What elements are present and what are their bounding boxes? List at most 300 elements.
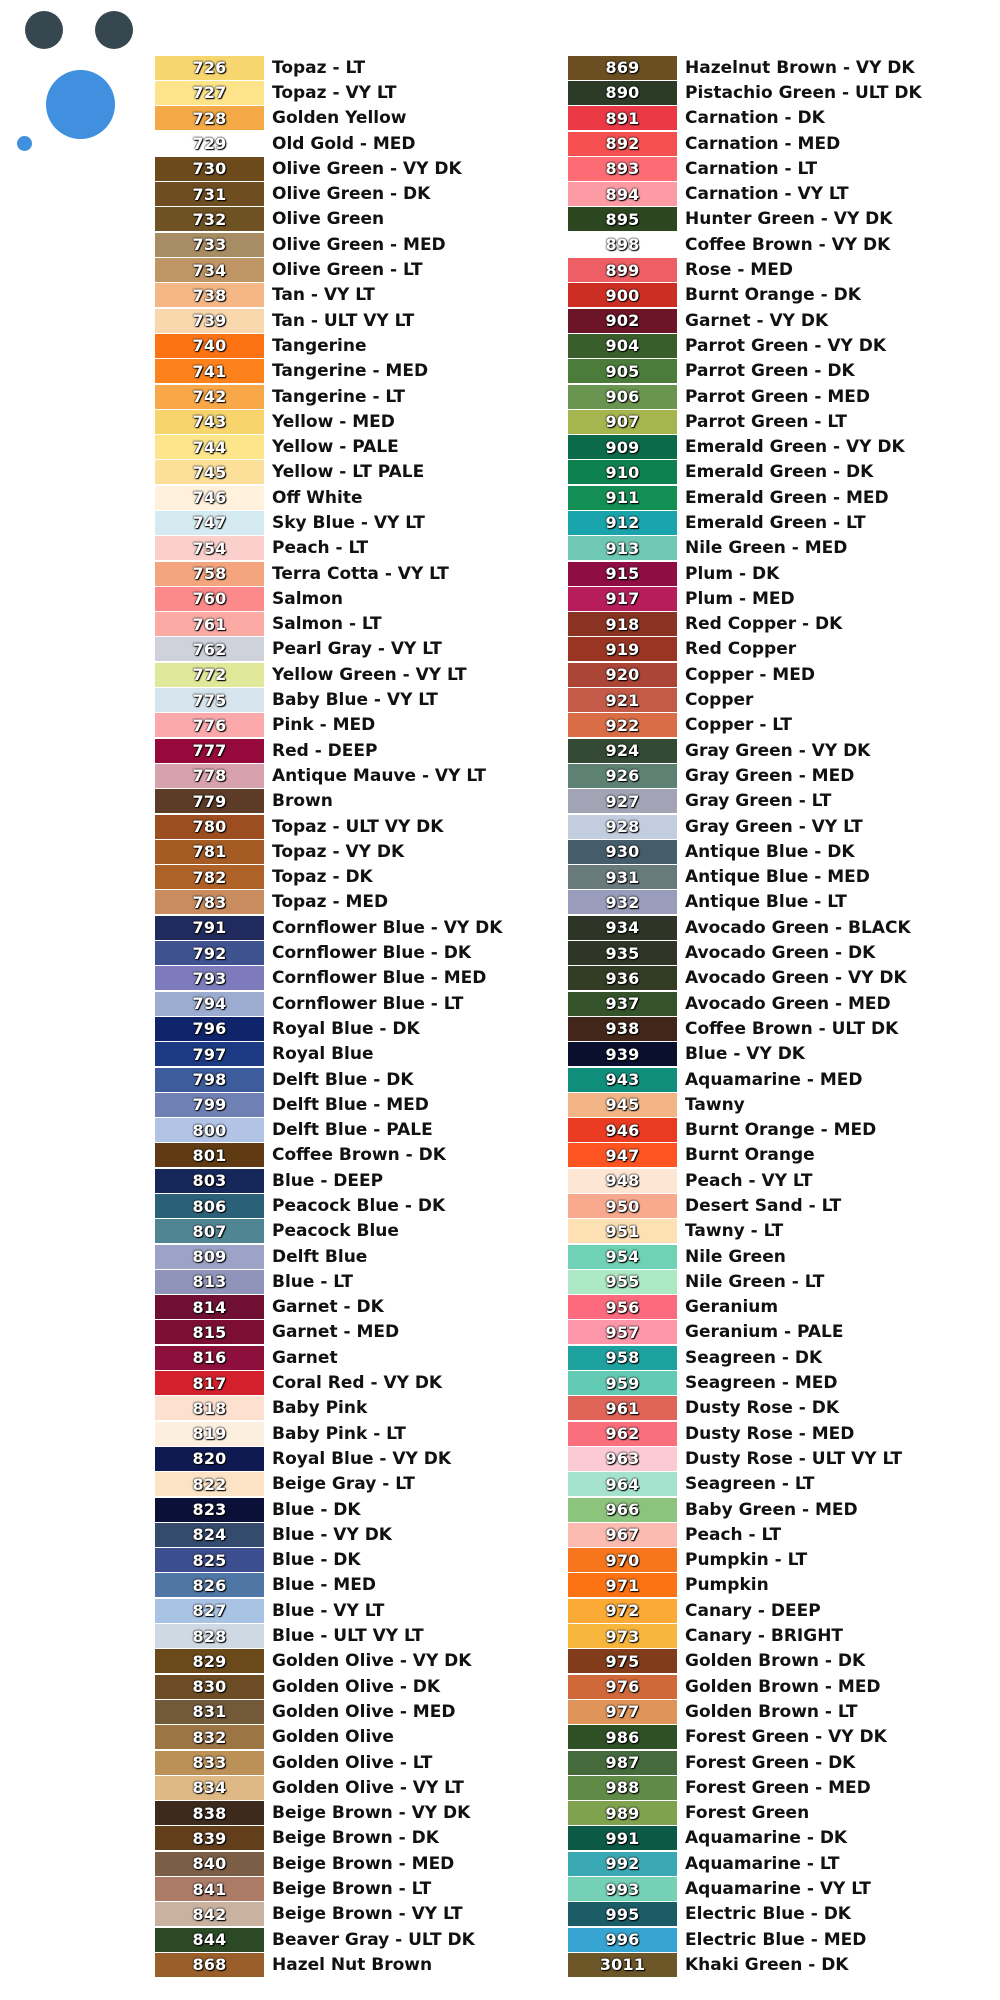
color-swatch: 917 bbox=[568, 587, 677, 611]
color-swatch: 955 bbox=[568, 1270, 677, 1294]
color-row-776 bbox=[155, 713, 502, 738]
color-name: Golden Brown - MED bbox=[685, 1676, 881, 1697]
color-row-988 bbox=[568, 1775, 922, 1800]
color-row-729 bbox=[155, 131, 502, 156]
color-row-762 bbox=[155, 637, 502, 662]
color-name: Seagreen - LT bbox=[685, 1474, 815, 1495]
color-row-824 bbox=[155, 1522, 502, 1547]
color-row-758 bbox=[155, 561, 502, 586]
color-name: Golden Olive - DK bbox=[272, 1676, 441, 1697]
color-name: Red Copper bbox=[685, 639, 797, 660]
color-name: Forest Green - DK bbox=[685, 1752, 856, 1773]
color-swatch: 796 bbox=[155, 1017, 264, 1041]
color-name: Blue - VY DK bbox=[685, 1044, 805, 1065]
color-row-746 bbox=[155, 485, 502, 510]
color-row-913 bbox=[568, 536, 922, 561]
color-swatch: 930 bbox=[568, 840, 677, 864]
color-swatch: 800 bbox=[155, 1118, 264, 1142]
color-row-937 bbox=[568, 991, 922, 1016]
color-name: Coral Red - VY DK bbox=[272, 1373, 443, 1394]
color-row-777 bbox=[155, 738, 502, 763]
color-swatch: 733 bbox=[155, 233, 264, 257]
color-row-740 bbox=[155, 333, 502, 358]
color-swatch: 832 bbox=[155, 1725, 264, 1749]
color-row-892 bbox=[568, 131, 922, 156]
color-swatch: 945 bbox=[568, 1093, 677, 1117]
color-name: Cornflower Blue - MED bbox=[272, 968, 487, 989]
color-name: Parrot Green - LT bbox=[685, 411, 847, 432]
color-row-938 bbox=[568, 1016, 922, 1041]
color-row-920 bbox=[568, 662, 922, 687]
color-row-922 bbox=[568, 713, 922, 738]
color-swatch: 758 bbox=[155, 562, 264, 586]
color-row-961 bbox=[568, 1396, 922, 1421]
color-swatch: 822 bbox=[155, 1472, 264, 1496]
color-row-932 bbox=[568, 890, 922, 915]
color-name: Electric Blue - MED bbox=[685, 1929, 867, 1950]
color-row-869 bbox=[568, 55, 922, 80]
color-row-967 bbox=[568, 1522, 922, 1547]
color-swatch: 938 bbox=[568, 1017, 677, 1041]
color-name: Royal Blue - DK bbox=[272, 1018, 420, 1039]
color-row-902 bbox=[568, 308, 922, 333]
color-name: Olive Green - DK bbox=[272, 184, 431, 205]
color-swatch: 920 bbox=[568, 663, 677, 687]
color-swatch: 803 bbox=[155, 1169, 264, 1193]
color-row-743 bbox=[155, 409, 502, 434]
color-swatch: 844 bbox=[155, 1928, 264, 1952]
color-name: Delft Blue - PALE bbox=[272, 1120, 433, 1141]
color-swatch: 992 bbox=[568, 1852, 677, 1876]
color-name: Yellow Green - VY LT bbox=[272, 664, 467, 685]
color-row-833 bbox=[155, 1750, 502, 1775]
color-name: Golden Olive - VY DK bbox=[272, 1651, 472, 1672]
color-row-924 bbox=[568, 738, 922, 763]
color-swatch: 760 bbox=[155, 587, 264, 611]
color-row-806 bbox=[155, 1193, 502, 1218]
color-swatch: 890 bbox=[568, 81, 677, 105]
color-swatch: 754 bbox=[155, 536, 264, 560]
color-row-958 bbox=[568, 1345, 922, 1370]
color-swatch: 921 bbox=[568, 688, 677, 712]
color-row-761 bbox=[155, 612, 502, 637]
color-row-731 bbox=[155, 181, 502, 206]
color-swatch: 741 bbox=[155, 359, 264, 383]
color-name: Parrot Green - VY DK bbox=[685, 335, 887, 356]
color-name: Dusty Rose - DK bbox=[685, 1398, 840, 1419]
color-name: Blue - VY DK bbox=[272, 1524, 392, 1545]
color-row-742 bbox=[155, 384, 502, 409]
color-row-907 bbox=[568, 409, 922, 434]
color-row-928 bbox=[568, 814, 922, 839]
color-swatch: 946 bbox=[568, 1118, 677, 1142]
color-row-947 bbox=[568, 1143, 922, 1168]
color-name: Desert Sand - LT bbox=[685, 1196, 842, 1216]
color-name: Garnet - DK bbox=[272, 1297, 384, 1318]
color-swatch: 950 bbox=[568, 1194, 677, 1218]
color-name: Canary - DEEP bbox=[685, 1600, 821, 1621]
color-swatch: 813 bbox=[155, 1270, 264, 1294]
color-name: Golden Brown - DK bbox=[685, 1651, 866, 1672]
color-swatch: 775 bbox=[155, 688, 264, 712]
color-row-809 bbox=[155, 1244, 502, 1269]
color-row-839 bbox=[155, 1826, 502, 1851]
color-swatch: 891 bbox=[568, 106, 677, 130]
color-name: Golden Yellow bbox=[272, 108, 407, 129]
color-name: Baby Green - MED bbox=[685, 1499, 858, 1520]
color-row-954 bbox=[568, 1244, 922, 1269]
color-row-744 bbox=[155, 434, 502, 459]
color-row-816 bbox=[155, 1345, 502, 1370]
color-swatch: 962 bbox=[568, 1422, 677, 1446]
color-row-964 bbox=[568, 1472, 922, 1497]
color-name: Antique Blue - LT bbox=[685, 892, 847, 913]
color-row-778 bbox=[155, 763, 502, 788]
color-name: Canary - BRIGHT bbox=[685, 1626, 844, 1647]
color-name: Parrot Green - MED bbox=[685, 386, 870, 407]
color-name: Copper - MED bbox=[685, 664, 815, 685]
color-swatch: 918 bbox=[568, 612, 677, 636]
color-row-959 bbox=[568, 1370, 922, 1395]
color-name: Royal Blue - VY DK bbox=[272, 1448, 452, 1469]
color-swatch: 910 bbox=[568, 460, 677, 484]
color-name: Hunter Green - VY DK bbox=[685, 209, 893, 230]
color-name: Golden Olive bbox=[272, 1727, 394, 1748]
color-row-934 bbox=[568, 915, 922, 940]
color-swatch: 762 bbox=[155, 637, 264, 661]
color-row-972 bbox=[568, 1598, 922, 1623]
color-row-732 bbox=[155, 207, 502, 232]
color-row-946 bbox=[568, 1117, 922, 1142]
color-name: Aquamarine - MED bbox=[685, 1069, 863, 1090]
color-name: Olive Green - MED bbox=[272, 234, 446, 255]
color-name: Emerald Green - MED bbox=[685, 487, 889, 508]
color-swatch: 948 bbox=[568, 1169, 677, 1193]
color-row-976 bbox=[568, 1674, 922, 1699]
color-swatch: 989 bbox=[568, 1801, 677, 1825]
color-swatch: 912 bbox=[568, 511, 677, 535]
color-swatch: 799 bbox=[155, 1093, 264, 1117]
color-swatch: 972 bbox=[568, 1599, 677, 1623]
color-name: Carnation - LT bbox=[685, 158, 818, 179]
color-name: Tawny bbox=[685, 1094, 745, 1115]
color-name: Avocado Green - BLACK bbox=[685, 917, 911, 938]
color-name: Gray Green - LT bbox=[685, 791, 832, 812]
color-row-815 bbox=[155, 1320, 502, 1345]
color-name: Copper - LT bbox=[685, 715, 792, 736]
color-row-906 bbox=[568, 384, 922, 409]
color-swatch: 839 bbox=[155, 1826, 264, 1850]
color-row-727 bbox=[155, 80, 502, 105]
color-swatch: 991 bbox=[568, 1826, 677, 1850]
color-swatch: 792 bbox=[155, 941, 264, 965]
color-swatch: 739 bbox=[155, 309, 264, 333]
color-name: Coffee Brown - DK bbox=[272, 1145, 446, 1166]
color-row-986 bbox=[568, 1725, 922, 1750]
color-row-904 bbox=[568, 333, 922, 358]
color-name: Blue - ULT VY LT bbox=[272, 1626, 424, 1647]
color-swatch: 966 bbox=[568, 1498, 677, 1522]
color-swatch: 817 bbox=[155, 1371, 264, 1395]
color-swatch: 906 bbox=[568, 385, 677, 409]
color-name: Topaz - VY LT bbox=[272, 82, 397, 103]
color-name: Olive Green - VY DK bbox=[272, 158, 462, 179]
color-swatch: 828 bbox=[155, 1624, 264, 1648]
color-name: Avocado Green - MED bbox=[685, 993, 891, 1014]
color-swatch: 807 bbox=[155, 1219, 264, 1243]
color-row-745 bbox=[155, 460, 502, 485]
color-swatch: 928 bbox=[568, 815, 677, 839]
color-row-905 bbox=[568, 359, 922, 384]
color-row-989 bbox=[568, 1800, 922, 1825]
color-row-931 bbox=[568, 865, 922, 890]
color-name: Tangerine bbox=[272, 335, 367, 356]
color-row-915 bbox=[568, 561, 922, 586]
color-row-823 bbox=[155, 1497, 502, 1522]
color-row-971 bbox=[568, 1573, 922, 1598]
color-swatch: 915 bbox=[568, 562, 677, 586]
color-row-975 bbox=[568, 1649, 922, 1674]
color-row-797 bbox=[155, 1042, 502, 1067]
color-name: Antique Mauve - VY LT bbox=[272, 765, 486, 786]
blue-circle-large-icon bbox=[46, 70, 115, 139]
color-row-741 bbox=[155, 359, 502, 384]
color-row-779 bbox=[155, 789, 502, 814]
color-row-963 bbox=[568, 1446, 922, 1471]
color-swatch: 797 bbox=[155, 1042, 264, 1066]
color-name: Seagreen - DK bbox=[685, 1347, 823, 1368]
color-name: Cornflower Blue - DK bbox=[272, 943, 472, 964]
color-swatch: 894 bbox=[568, 182, 677, 206]
color-name: Baby Pink - LT bbox=[272, 1423, 406, 1444]
color-name: Electric Blue - DK bbox=[685, 1904, 851, 1925]
color-row-730 bbox=[155, 156, 502, 181]
color-row-945 bbox=[568, 1092, 922, 1117]
color-swatch: 801 bbox=[155, 1143, 264, 1167]
color-name: Golden Olive - MED bbox=[272, 1701, 456, 1722]
color-name: Burnt Orange bbox=[685, 1145, 815, 1166]
color-row-962 bbox=[568, 1421, 922, 1446]
color-swatch: 827 bbox=[155, 1599, 264, 1623]
color-swatch: 919 bbox=[568, 637, 677, 661]
color-row-726 bbox=[155, 55, 502, 80]
color-name: Aquamarine - VY LT bbox=[685, 1879, 871, 1900]
color-name: Burnt Orange - DK bbox=[685, 285, 861, 306]
color-row-820 bbox=[155, 1446, 502, 1471]
color-swatch: 729 bbox=[155, 132, 264, 156]
color-name: Beige Gray - LT bbox=[272, 1474, 415, 1495]
color-swatch: 958 bbox=[568, 1346, 677, 1370]
color-swatch: 772 bbox=[155, 663, 264, 687]
color-swatch: 809 bbox=[155, 1245, 264, 1269]
color-row-803 bbox=[155, 1168, 502, 1193]
color-row-739 bbox=[155, 308, 502, 333]
color-name: Plum - MED bbox=[685, 588, 795, 609]
color-name: Topaz - LT bbox=[272, 57, 366, 78]
color-swatch: 730 bbox=[155, 157, 264, 181]
color-swatch: 913 bbox=[568, 536, 677, 560]
color-name: Cornflower Blue - LT bbox=[272, 993, 464, 1014]
color-name: Topaz - MED bbox=[272, 892, 389, 913]
color-swatch: 963 bbox=[568, 1447, 677, 1471]
color-swatch: 956 bbox=[568, 1295, 677, 1319]
color-name: Forest Green - MED bbox=[685, 1777, 871, 1798]
color-name: Carnation - DK bbox=[685, 108, 825, 129]
color-swatch: 793 bbox=[155, 966, 264, 990]
color-swatch: 943 bbox=[568, 1068, 677, 1092]
color-swatch: 909 bbox=[568, 435, 677, 459]
color-name: Khaki Green - DK bbox=[685, 1954, 849, 1975]
dark-dot-right-icon bbox=[95, 11, 133, 49]
color-name: Pumpkin bbox=[685, 1575, 769, 1596]
color-name: Geranium - PALE bbox=[685, 1322, 844, 1343]
color-swatch: 987 bbox=[568, 1751, 677, 1775]
color-name: Forest Green - VY DK bbox=[685, 1727, 887, 1748]
color-name: Dusty Rose - ULT VY LT bbox=[685, 1448, 903, 1469]
color-row-868 bbox=[155, 1952, 502, 1977]
color-name: Beige Brown - VY DK bbox=[272, 1803, 471, 1824]
color-name: Terra Cotta - VY LT bbox=[272, 563, 449, 584]
color-swatch: 986 bbox=[568, 1725, 677, 1749]
color-swatch: 3011 bbox=[568, 1953, 677, 1977]
color-swatch: 868 bbox=[155, 1953, 264, 1977]
color-swatch: 818 bbox=[155, 1396, 264, 1420]
color-name: Peacock Blue - DK bbox=[272, 1196, 446, 1216]
color-name: Pink - MED bbox=[272, 715, 376, 736]
color-name: Garnet - VY DK bbox=[685, 310, 829, 331]
color-name: Yellow - PALE bbox=[272, 437, 399, 458]
color-row-992 bbox=[568, 1851, 922, 1876]
color-name: Yellow - LT PALE bbox=[272, 462, 425, 483]
color-row-893 bbox=[568, 156, 922, 181]
color-swatch: 825 bbox=[155, 1548, 264, 1572]
color-row-842 bbox=[155, 1902, 502, 1927]
color-row-728 bbox=[155, 106, 502, 131]
color-swatch: 931 bbox=[568, 865, 677, 889]
color-swatch: 816 bbox=[155, 1346, 264, 1370]
color-name: Topaz - VY DK bbox=[272, 841, 405, 862]
color-swatch: 926 bbox=[568, 764, 677, 788]
color-swatch: 815 bbox=[155, 1320, 264, 1344]
color-row-900 bbox=[568, 283, 922, 308]
color-name: Nile Green - MED bbox=[685, 538, 848, 559]
color-name: Rose - MED bbox=[685, 260, 793, 281]
color-swatch: 961 bbox=[568, 1396, 677, 1420]
color-name: Geranium bbox=[685, 1297, 779, 1318]
color-name: Topaz - ULT VY DK bbox=[272, 816, 444, 837]
color-row-966 bbox=[568, 1497, 922, 1522]
color-swatch: 975 bbox=[568, 1649, 677, 1673]
color-swatch: 939 bbox=[568, 1042, 677, 1066]
color-row-899 bbox=[568, 257, 922, 282]
color-swatch: 971 bbox=[568, 1573, 677, 1597]
color-name: Peach - VY LT bbox=[685, 1170, 813, 1191]
color-swatch: 947 bbox=[568, 1143, 677, 1167]
color-swatch: 838 bbox=[155, 1801, 264, 1825]
color-swatch: 957 bbox=[568, 1320, 677, 1344]
color-swatch: 936 bbox=[568, 966, 677, 990]
color-row-894 bbox=[568, 181, 922, 206]
color-swatch: 814 bbox=[155, 1295, 264, 1319]
color-row-918 bbox=[568, 612, 922, 637]
color-swatch: 782 bbox=[155, 865, 264, 889]
color-swatch: 738 bbox=[155, 283, 264, 307]
color-row-911 bbox=[568, 485, 922, 510]
color-name: Tan - ULT VY LT bbox=[272, 310, 415, 331]
color-swatch: 734 bbox=[155, 258, 264, 282]
color-swatch: 900 bbox=[568, 283, 677, 307]
color-row-813 bbox=[155, 1269, 502, 1294]
color-row-921 bbox=[568, 687, 922, 712]
color-row-891 bbox=[568, 106, 922, 131]
color-row-819 bbox=[155, 1421, 502, 1446]
color-row-733 bbox=[155, 232, 502, 257]
color-row-814 bbox=[155, 1295, 502, 1320]
color-row-890 bbox=[568, 80, 922, 105]
color-swatch: 761 bbox=[155, 612, 264, 636]
color-row-796 bbox=[155, 1016, 502, 1041]
color-row-798 bbox=[155, 1067, 502, 1092]
color-row-801 bbox=[155, 1143, 502, 1168]
color-name: Baby Blue - VY LT bbox=[272, 690, 438, 711]
color-row-943 bbox=[568, 1067, 922, 1092]
color-name: Cornflower Blue - VY DK bbox=[272, 917, 503, 938]
color-name: Pumpkin - LT bbox=[685, 1550, 808, 1571]
color-swatch: 780 bbox=[155, 815, 264, 839]
color-row-829 bbox=[155, 1649, 502, 1674]
color-name: Gray Green - VY DK bbox=[685, 740, 871, 761]
color-row-956 bbox=[568, 1295, 922, 1320]
color-name: Copper bbox=[685, 690, 754, 711]
color-name: Yellow - MED bbox=[272, 411, 395, 432]
color-name: Blue - VY LT bbox=[272, 1600, 385, 1621]
color-swatch: 833 bbox=[155, 1751, 264, 1775]
color-row-841 bbox=[155, 1876, 502, 1901]
color-row-827 bbox=[155, 1598, 502, 1623]
color-row-895 bbox=[568, 207, 922, 232]
color-swatch: 781 bbox=[155, 840, 264, 864]
color-swatch: 783 bbox=[155, 890, 264, 914]
color-row-747 bbox=[155, 510, 502, 535]
color-name: Sky Blue - VY LT bbox=[272, 512, 425, 533]
color-name: Avocado Green - DK bbox=[685, 943, 876, 964]
color-row-799 bbox=[155, 1092, 502, 1117]
color-swatch: 731 bbox=[155, 182, 264, 206]
color-row-977 bbox=[568, 1699, 922, 1724]
color-row-818 bbox=[155, 1396, 502, 1421]
color-name: Gray Green - VY LT bbox=[685, 816, 863, 837]
color-swatch: 951 bbox=[568, 1219, 677, 1243]
color-swatch: 977 bbox=[568, 1700, 677, 1724]
color-swatch: 898 bbox=[568, 233, 677, 257]
color-name: Pistachio Green - ULT DK bbox=[685, 82, 922, 103]
color-swatch: 954 bbox=[568, 1245, 677, 1269]
color-swatch: 993 bbox=[568, 1877, 677, 1901]
color-name: Golden Brown - LT bbox=[685, 1701, 858, 1722]
color-row-912 bbox=[568, 510, 922, 535]
color-swatch: 973 bbox=[568, 1624, 677, 1648]
color-row-917 bbox=[568, 586, 922, 611]
color-swatch: 932 bbox=[568, 890, 677, 914]
color-name: Royal Blue bbox=[272, 1044, 374, 1065]
color-swatch: 869 bbox=[568, 56, 677, 80]
color-row-995 bbox=[568, 1902, 922, 1927]
color-swatch: 824 bbox=[155, 1523, 264, 1547]
color-row-987 bbox=[568, 1750, 922, 1775]
color-name: Emerald Green - VY DK bbox=[685, 437, 905, 458]
color-name: Seagreen - MED bbox=[685, 1373, 838, 1394]
color-name: Blue - DK bbox=[272, 1550, 361, 1571]
